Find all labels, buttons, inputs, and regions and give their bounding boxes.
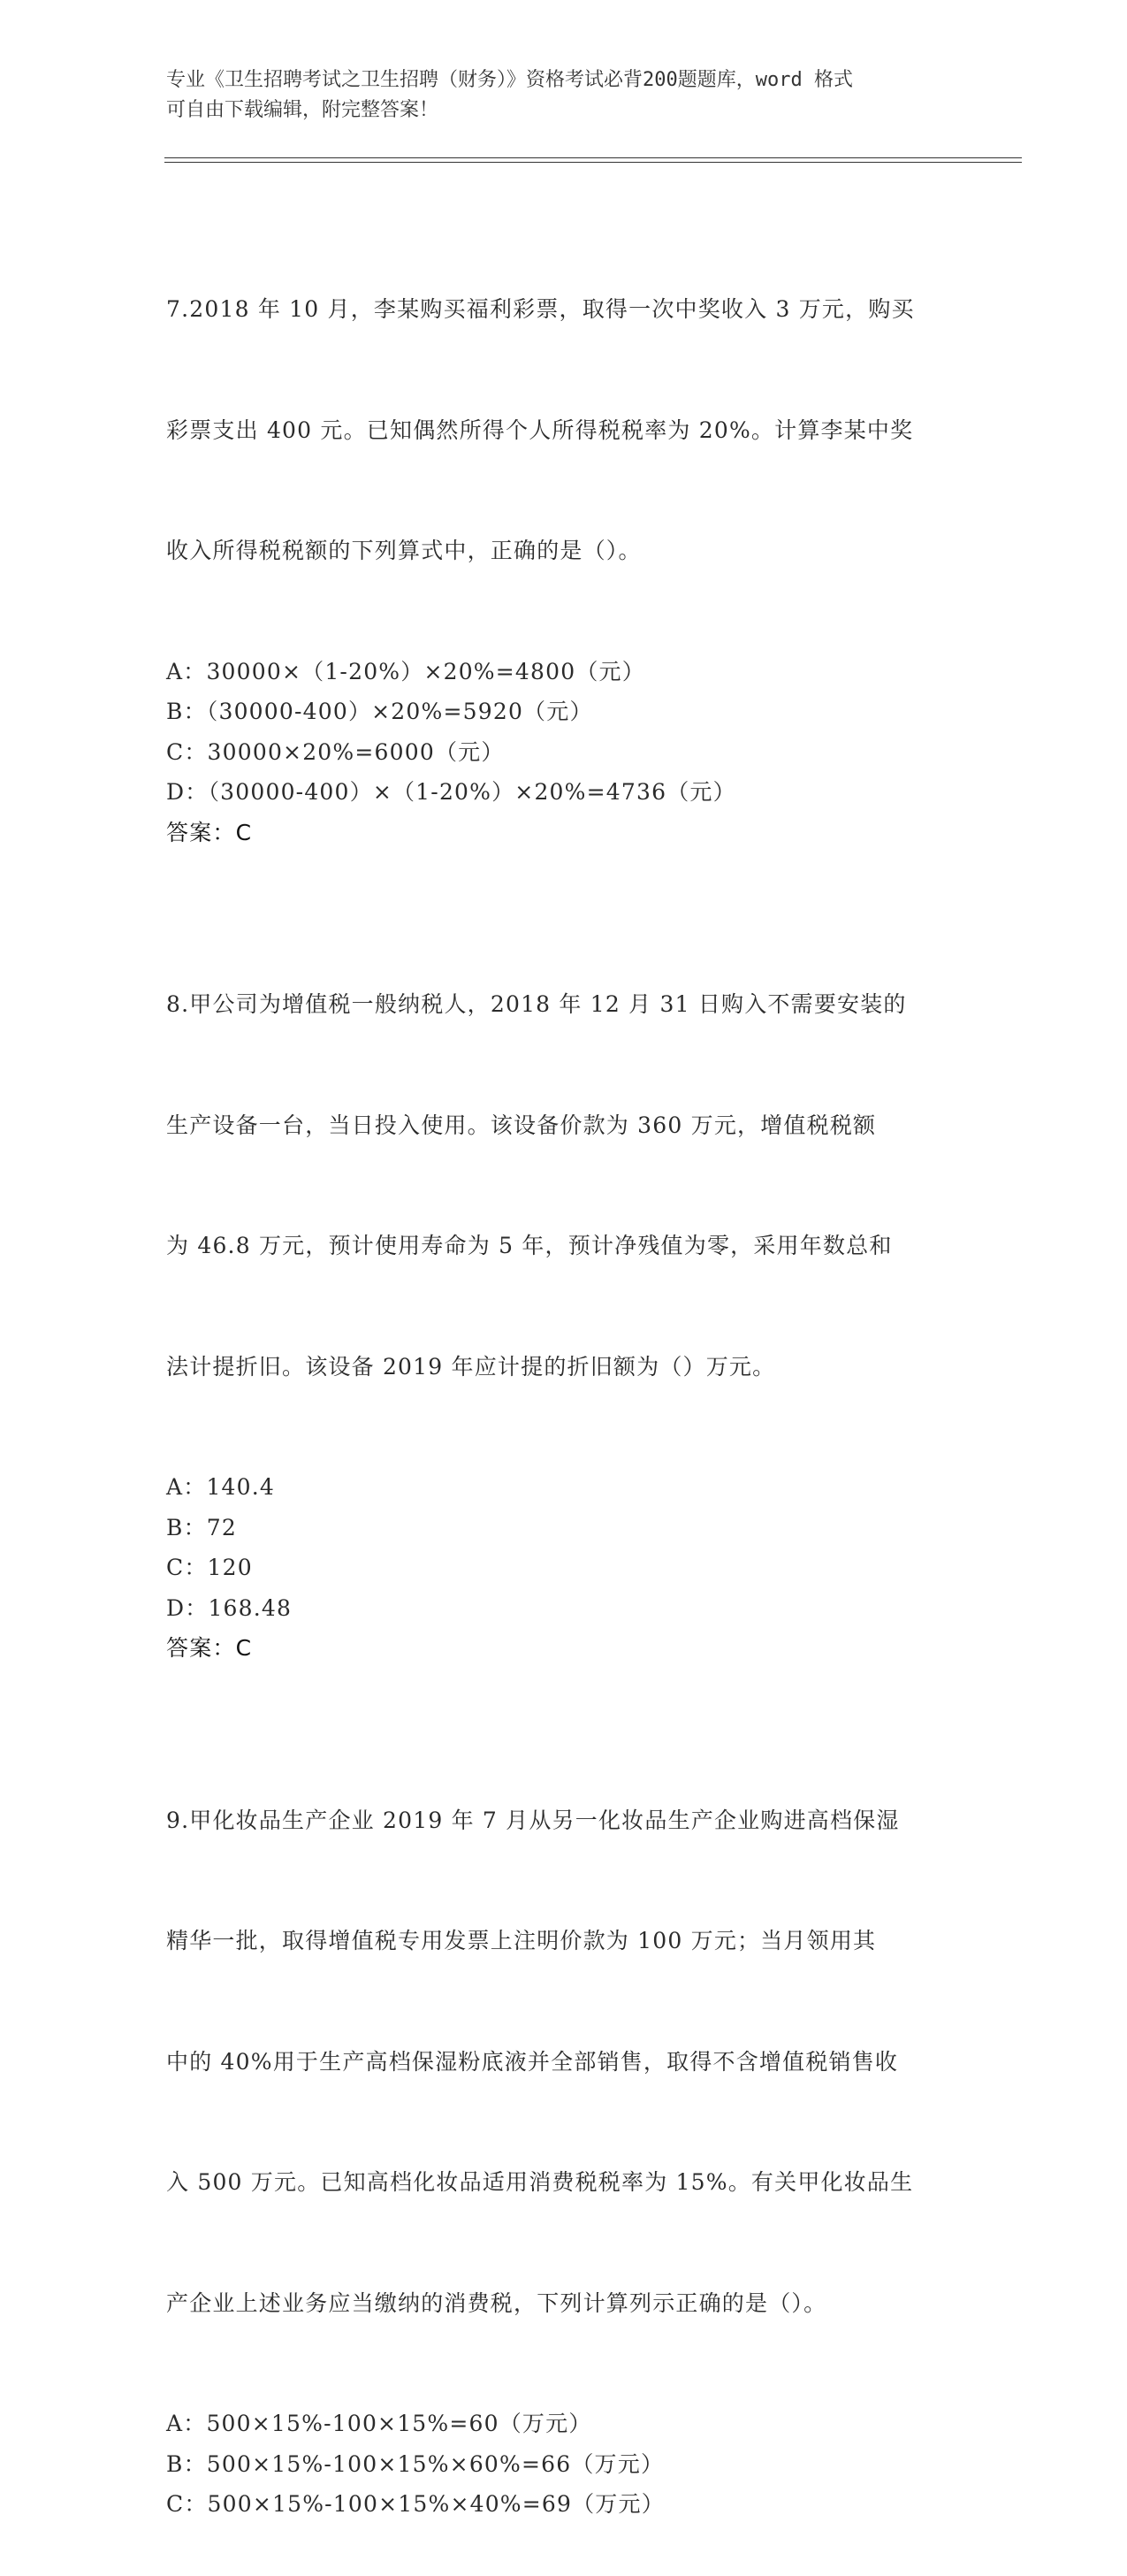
question-text-line: 产企业上述业务应当缴纳的消费税，下列计算列示正确的是（）。 — [166, 2289, 827, 2316]
option-c: C：500×15%-100×15%×40%=69（万元） — [166, 2491, 665, 2517]
header-divider-top — [164, 157, 1022, 158]
question-text-line: 为 46.8 万元，预计使用寿命为 5 年，预计净残值为零，采用年数总和 — [166, 1233, 893, 1258]
question-text-line: 8.甲公司为增值税一般纳税人，2018 年 12 月 31 日购入不需要安装的 — [166, 991, 907, 1017]
option-b: B：500×15%-100×15%×60%=66（万元） — [166, 2450, 665, 2477]
question-text-line: 法计提折旧。该设备 2019 年应计提的折旧额为（）万元。 — [166, 1353, 776, 1380]
option-d: D：（30000-400）×（1-20%）×20%=4736（元） — [166, 779, 736, 805]
question-text-line: 精华一批，取得增值税专用发票上注明价款为 100 万元；当月领用其 — [166, 1928, 877, 1953]
option-c: C：120 — [166, 1555, 253, 1580]
option-a: A：500×15%-100×15%=60（万元） — [166, 2411, 592, 2436]
option-a: A：140.4 — [166, 1474, 276, 1500]
question-text-line: 入 500 万元。已知高档化妆品适用消费税税率为 15%。有关甲化妆品生 — [166, 2169, 914, 2195]
question-text-line: 收入所得税税额的下列算式中，正确的是（）。 — [166, 538, 642, 563]
answer-label: 答案：C — [166, 1635, 253, 1661]
answer-label: 答案：C — [166, 819, 253, 845]
option-d: D：168.48 — [166, 1594, 293, 1621]
option-b: B：72 — [166, 1514, 237, 1540]
option-c: C：30000×20%=6000（元） — [166, 738, 505, 765]
option-b: B：（30000-400）×20%=5920（元） — [166, 699, 593, 724]
question-9 — [166, 1720, 962, 2525]
question-8 — [166, 904, 962, 1669]
header-line-2: 可自由下载编辑，附完整答案！ — [166, 99, 439, 121]
question-text-line: 9.甲化妆品生产企业 2019 年 7 月从另一化妆品生产企业购进高档保湿 — [166, 1807, 900, 1833]
question-text-line: 彩票支出 400 元。已知偶然所得个人所得税税率为 20%。计算李某中奖 — [166, 417, 914, 443]
question-text-line: 中的 40%用于生产高档保湿粉底液并全部销售，取得不含增值税销售收 — [166, 2048, 899, 2075]
header-divider-bottom — [164, 162, 1022, 163]
question-7 — [166, 209, 962, 852]
question-text — [166, 904, 962, 1467]
question-text-line: 生产设备一台，当日投入使用。该设备价款为 360 万元，增值税税额 — [166, 1112, 877, 1138]
question-list — [166, 209, 962, 2576]
document-header — [166, 65, 962, 126]
question-text — [166, 209, 962, 652]
question-text-line: 7.2018 年 10 月，李某购买福利彩票，取得一次中奖收入 3 万元，购买 — [166, 296, 915, 322]
option-a: A：30000×（1-20%）×20%=4800（元） — [166, 658, 645, 684]
header-line-1: 专业《卫生招聘考试之卫生招聘（财务）》资格考试必背200题题库，word 格式 — [166, 69, 853, 91]
question-text — [166, 1720, 962, 2404]
